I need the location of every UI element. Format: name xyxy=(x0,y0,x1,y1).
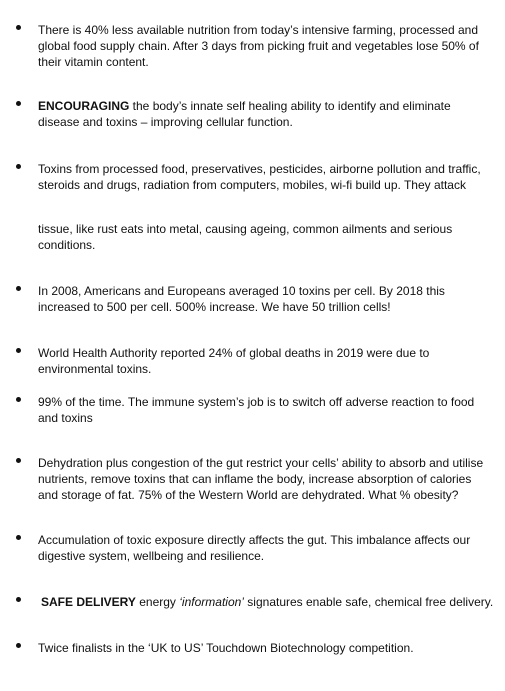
list-item-text: 99% of the time. The immune system’s job is to switch off adverse reaction to food and toxins xyxy=(38,395,475,425)
list-item-text: In 2008, Americans and Europeans averaged 10 toxins per cell. By 2018 this increased to 500 per cell. 500% increase. We have 50 trillion cells! xyxy=(38,284,445,314)
list-item-text: Accumulation of toxic exposure directly affects the gut. This imbalance affects our digestive system, wellbeing and resilience. xyxy=(38,533,471,563)
bullet-icon xyxy=(16,101,21,106)
list-item-rest: the body’s innate self healing ability to identify and eliminate disease and toxins – improving cellular function. xyxy=(38,99,451,129)
bullet-icon xyxy=(16,397,21,402)
bullet-icon xyxy=(16,164,21,169)
list-item-bold-lead: ENCOURAGING xyxy=(38,99,130,113)
list-item-emphasis: ‘information’ xyxy=(179,595,244,609)
list-item-text: Toxins from processed food, preservatives, pesticides, airborne pollution and traffic, steroids and drugs, radiation from computers, mobiles, wi-fi build up. They attack xyxy=(38,162,481,192)
list-item-text: There is 40% less available nutrition from today’s intensive farming, processed and global food supply chain. After 3 days from picking fruit and vegetables lose 50% of their vitamin content. xyxy=(38,23,479,69)
bullet-icon xyxy=(16,348,21,353)
list-item-text: tissue, like rust eats into metal, causing ageing, common ailments and serious conditions. xyxy=(38,222,453,252)
bullet-icon xyxy=(16,535,21,540)
list-item-text: Twice finalists in the ‘UK to US’ Touchdown Biotechnology competition. xyxy=(38,641,414,655)
list-item-text: Dehydration plus congestion of the gut restrict your cells’ ability to absorb and utilise nutrients, remove toxins that can inflame the body, increase absorption of calories and storage of fat. 75% of the Western World are dehydrated. What % obesity? xyxy=(38,456,484,502)
bullet-icon xyxy=(16,25,21,30)
list-item-bold-lead: SAFE DELIVERY xyxy=(41,595,136,609)
bullet-icon xyxy=(16,597,21,602)
bullet-icon xyxy=(16,643,21,648)
list-item-text xyxy=(38,98,498,130)
list-item-text xyxy=(41,594,501,610)
list-item-rest: energy xyxy=(135,595,180,609)
bullet-icon xyxy=(16,286,21,291)
list-item-text: World Health Authority reported 24% of global deaths in 2019 were due to environmental toxins. xyxy=(38,346,430,376)
bullet-icon xyxy=(16,458,21,463)
list-item-rest: signatures enable safe, chemical free delivery. xyxy=(243,595,494,609)
